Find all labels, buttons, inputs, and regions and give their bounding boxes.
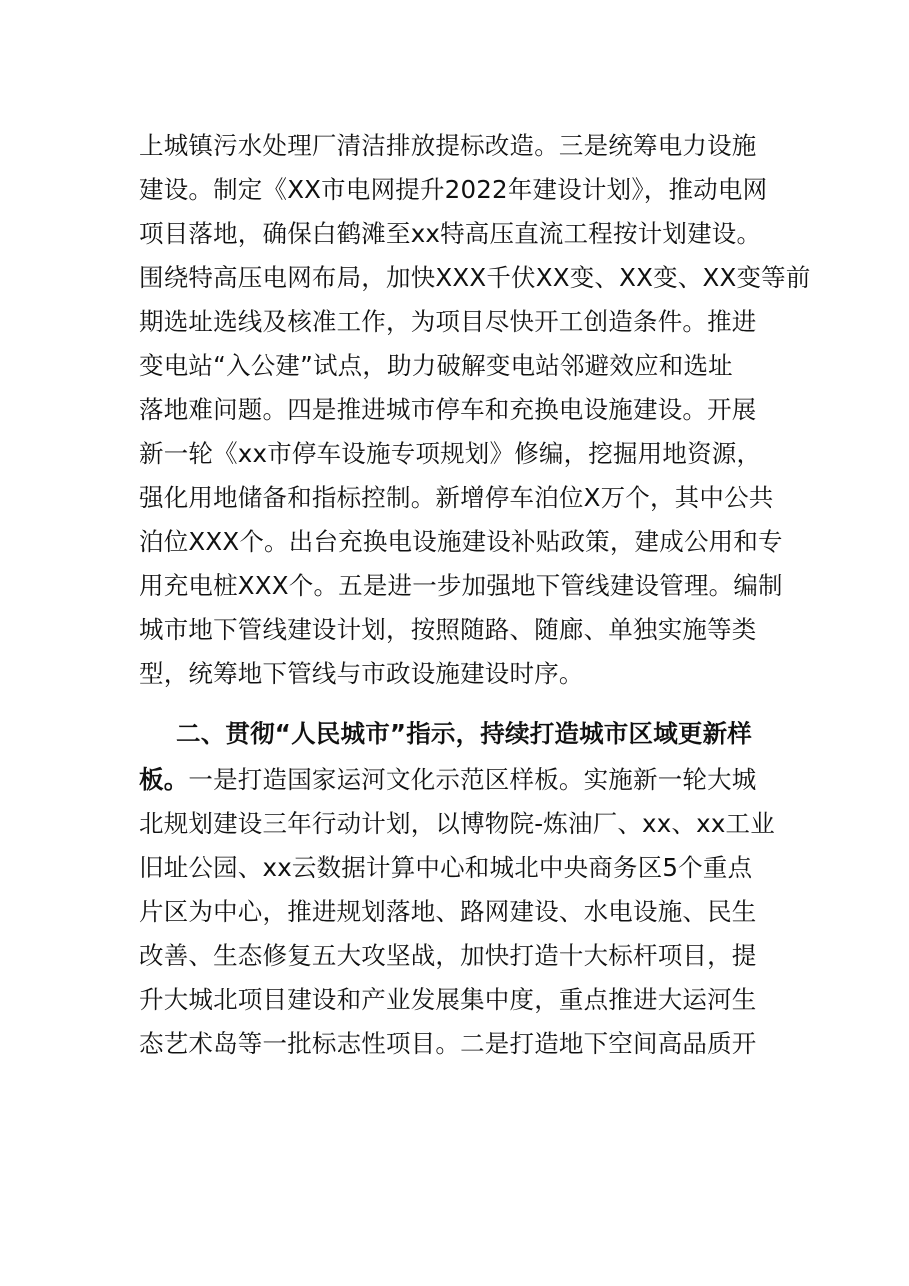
heading-end-text: 板。 — [139, 765, 189, 794]
body-text-line: 北规划建设三年行动计划，以博物院-炼油厂、xx、xx工业 — [139, 809, 775, 838]
body-text-line: 旧址公园、xx云数据计算中心和城北中央商务区5个重点 — [139, 853, 753, 882]
body-text-line: 变电站“入公建”试点，助力破解变电站邻避效应和选址 — [139, 351, 733, 380]
body-text-line: 用充电桩XXX个。五是进一步加强地下管线建设管理。编制 — [139, 571, 783, 600]
body-text-line: 项目落地，确保白鹤滩至xx特高压直流工程按计划建设。 — [139, 219, 762, 248]
body-text-line: 升大城北项目建设和产业发展集中度，重点推进大运河生 — [139, 985, 757, 1014]
body-text-line: 期选址选线及核准工作，为项目尽快开工创造条件。推进 — [139, 307, 757, 336]
body-text-line: 围绕特高压电网布局，加快XXX千伏XX变、XX变、XX变等前 — [139, 263, 811, 292]
body-text-line: 强化用地储备和指标控制。新增停车泊位X万个，其中公共 — [139, 483, 774, 512]
body-text-line: 上城镇污水处理厂清洁排放提标改造。三是统筹电力设施 — [139, 131, 757, 160]
body-text-line: 态艺术岛等一批标志性项目。二是打造地下空间高品质开 — [139, 1029, 757, 1058]
body-text-line: 落地难问题。四是推进城市停车和充换电设施建设。开展 — [139, 395, 757, 424]
body-text-line: 片区为中心，推进规划落地、路网建设、水电设施、民生 — [139, 897, 757, 926]
body-text-line: 城市地下管线建设计划，按照随路、随廊、单独实施等类 — [139, 615, 757, 644]
body-text-line: 泊位XXX个。出台充换电设施建设补贴政策，建成公用和专 — [139, 527, 783, 556]
body-text-line: 建设。制定《XX市电网提升2022年建设计划》，推动电网 — [139, 175, 768, 204]
body-text-line: 型，统筹地下管线与市政设施建设时序。 — [139, 659, 584, 688]
section-heading-continuation — [139, 760, 757, 800]
body-text-span: 一是打造国家运河文化示范区样板。实施新一轮大城 — [188, 765, 757, 794]
section-heading: 二、贯彻“人民城市”指示，持续打造城市区域更新样 — [176, 719, 753, 748]
body-text-line: 改善、生态修复五大攻坚战，加快打造十大标杆项目，提 — [139, 941, 757, 970]
body-text-line: 新一轮《xx市停车设施专项规划》修编，挖掘用地资源， — [139, 439, 762, 468]
